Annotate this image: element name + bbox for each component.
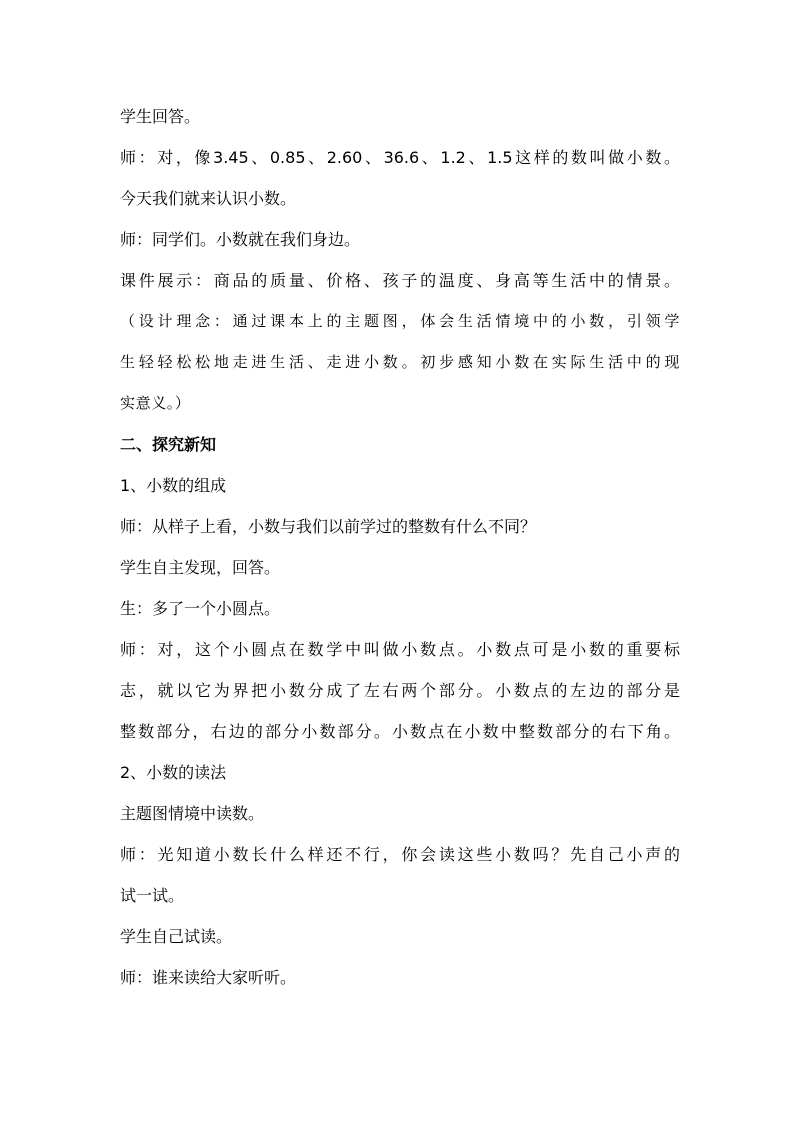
document-page — [120, 96, 680, 998]
design-note-line: 生轻轻松松地走进生活、走进小数。初步感知小数在实际生活中的现 — [120, 353, 680, 371]
paragraph-line: 师：光知道小数长什么样还不行，你会读这些小数吗？先自己小声的 — [120, 845, 680, 864]
paragraph-line: 师：从样子上看，小数与我们以前学过的整数有什么不同？ — [120, 517, 537, 536]
design-note-line: 实意义。） — [120, 394, 191, 412]
paragraph-line: 主题图情境中读数。 — [120, 804, 265, 823]
section-heading: 二、探究新知 — [120, 435, 217, 454]
subsection-heading: 1、小数的组成 — [120, 476, 227, 495]
paragraph-line: 今天我们就来认识小数。 — [120, 189, 297, 208]
paragraph-line: 师：对，像3.45、0.85、2.60、36.6、1.2、1.5这样的数叫做小数。 — [120, 148, 680, 167]
paragraph-line: 整数部分，右边的部分小数部分。小数点在小数中整数部分的右下角。 — [120, 722, 680, 741]
paragraph-line: 师：同学们。小数就在我们身边。 — [120, 230, 361, 249]
paragraph-line: 学生自己试读。 — [120, 927, 233, 946]
paragraph-line: 生：多了一个小圆点。 — [120, 599, 281, 618]
subsection-heading: 2、小数的读法 — [120, 763, 227, 782]
paragraph-line: 课件展示：商品的质量、价格、孩子的温度、身高等生活中的情景。 — [120, 271, 680, 290]
design-note-line: （设计理念：通过课本上的主题图，体会生活情境中的小数，引领学 — [120, 312, 680, 330]
paragraph-line: 师：对，这个小圆点在数学中叫做小数点。小数点可是小数的重要标 — [120, 640, 680, 659]
paragraph-line: 学生回答。 — [120, 107, 201, 126]
paragraph-line: 学生自主发现，回答。 — [120, 558, 281, 577]
paragraph-line: 志，就以它为界把小数分成了左右两个部分。小数点的左边的部分是 — [120, 681, 680, 700]
paragraph-line: 师：谁来读给大家听听。 — [120, 968, 297, 987]
paragraph-line: 试一试。 — [120, 886, 185, 905]
